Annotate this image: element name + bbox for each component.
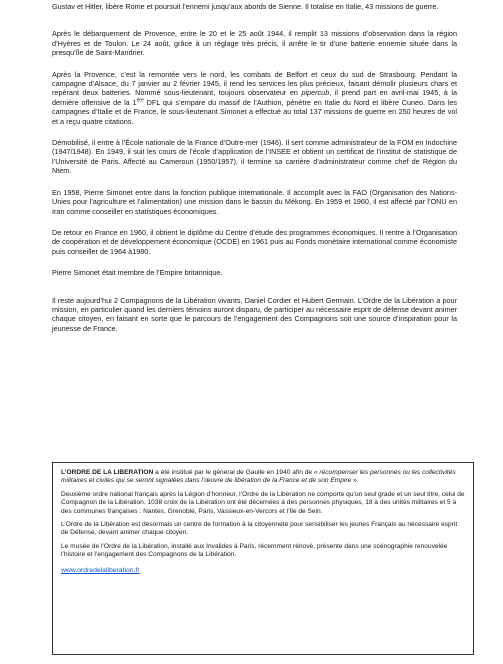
box-link-line — [61, 567, 465, 575]
paragraph-empire: Pierre Simonet était membre de l’Empire britannique. — [52, 268, 223, 278]
paragraph-ocde: De retour en France en 1960, il obtient le diplôme du Centre d’étude des programmes économiques. Il rentre à l’Organisation de coopération et de développement économique (OCDE) en 1961 puis au Fonds monétaire international comme économiste puis conseiller de 1964 à1980. — [52, 227, 457, 256]
paragraph-provence: Après le débarquement de Provence, entre le 20 et le 25 août 1944, il remplit 13 missions d’observation dans la région d’Hyères et de Toulon. Le 24 août, grâce à un réglage très précis, il arrête le tir d’une batterie ennemie située dans la presqu’île de Saint-Mandrier. — [52, 29, 457, 58]
box-intro-text: a été institué par le général de Gaulle en 1940 afin de « — [153, 469, 320, 476]
box-intro-end: ». — [351, 477, 359, 485]
box-intro — [61, 469, 465, 486]
ordre-liberation-box — [52, 462, 474, 655]
box-intro-quote: récompenser les personnes ou les collectivités militaires et civiles qui se seront signalées dans l’œuvre de libération de la France et de son Empire — [61, 469, 456, 485]
website-link[interactable]: www.ordredelaliberation.fr — [61, 566, 140, 574]
paragraph-fom: Démobilisé, il entre à l’École nationale de la France d’Outre-mer (1946). Il sert comme administrateur de la FOM en Indochine (1947/1948). En 1949, il suit les cours de l’école d’application de l’INSEE et obtient un certificat de l’institut de statistique de l’Université de Paris. Affecté au Cameroun (1950/1957), il termine sa carrière d’administrateur comme chef de Région du Ntem. — [52, 138, 457, 176]
document-body — [52, 0, 457, 333]
paragraph-alsace-text-a: Après la Provence, c’est la remontée vers le nord, les combats de Belfort et ceux du sud de Strasbourg. Pendant la campagne d’Alsace, du 7 janvier au 2 février 1945, il rend les services les plus précieux, faisant démolir plusieurs chars et repérant deux batteries. Nommé sous-lieutenant, toujours observateur en pipercub, il prend part en avril-mai 1945, à la dernière offensive de la 1ère DFL qui s’empare du massif de l’Authion, pénètre en Italie du Nord et libère Cuneo. Dans les campagnes d’Italie et de France, le sous-lieutenant Simonet a effectué au total 137 missions de guerre en 250 heures de vol et a reçu quatre citations. — [52, 69, 457, 126]
box-paragraph-grade: Deuxième ordre national français après la Légion d’honneur, l’Ordre de la Libération ne comporte qu’un seul grade et un seul titre, celui de Compagnon de la Libération. 1038 croix de la Libération ont été décernées à des personnes physiques, 18 à des unités militaires et 5 à des communes françaises : Nantes, Grenoble, Paris, Vassieux-en-Vercors et l’Ile de Sein. — [61, 490, 465, 515]
box-intro-label: L’ORDRE DE LA LIBERATION — [61, 469, 154, 476]
box-paragraph-citoyennete: L’Ordre de la Libération est désormais un centre de formation à la citoyenneté pour sensibiliser les jeunes Français au nécessaire esprit de Défense, devant animer chaque citoyen. — [61, 521, 458, 537]
paragraph-compagnons: Il reste aujourd’hui 2 Compagnons de la Libération vivants, Daniel Cordier et Hubert Germain. L’Ordre de la Libération a pour mission, en particulier quand les derniers témoins auront disparu, de participer au nécessaire esprit de défense devant animer chaque citoyen, en faisant en sorte que le parcours de l’engagement des Compagnons soit une source d’inspiration pour la jeunesse de France. — [52, 295, 457, 333]
paragraph-alsace — [52, 70, 457, 126]
paragraph-italy: Gustav et Hitler, libère Rome et poursuit l’ennemi jusqu’aux abords de Sienne. Il totalise en Italie, 43 missions de guerre. — [52, 2, 439, 11]
box-paragraph-musee: Le musée de l’Ordre de la Libération, installé aux Invalides à Paris, récemment rénové, présente dans une scénographie renouvelée l’histoire et l’engagement des Compagnons de la Libération. — [61, 542, 448, 559]
paragraph-fao: En 1958, Pierre Simonet entre dans la fonction publique internationale. Il accomplit avec la FAO (Organisation des Nations-Unies pour l’agriculture et l’alimentation) une mission dans le bassin du Mékong. En 1959 et 1960, il est affecté par l’ONU en Iran comme conseiller en statistiques économiques. — [52, 187, 457, 216]
